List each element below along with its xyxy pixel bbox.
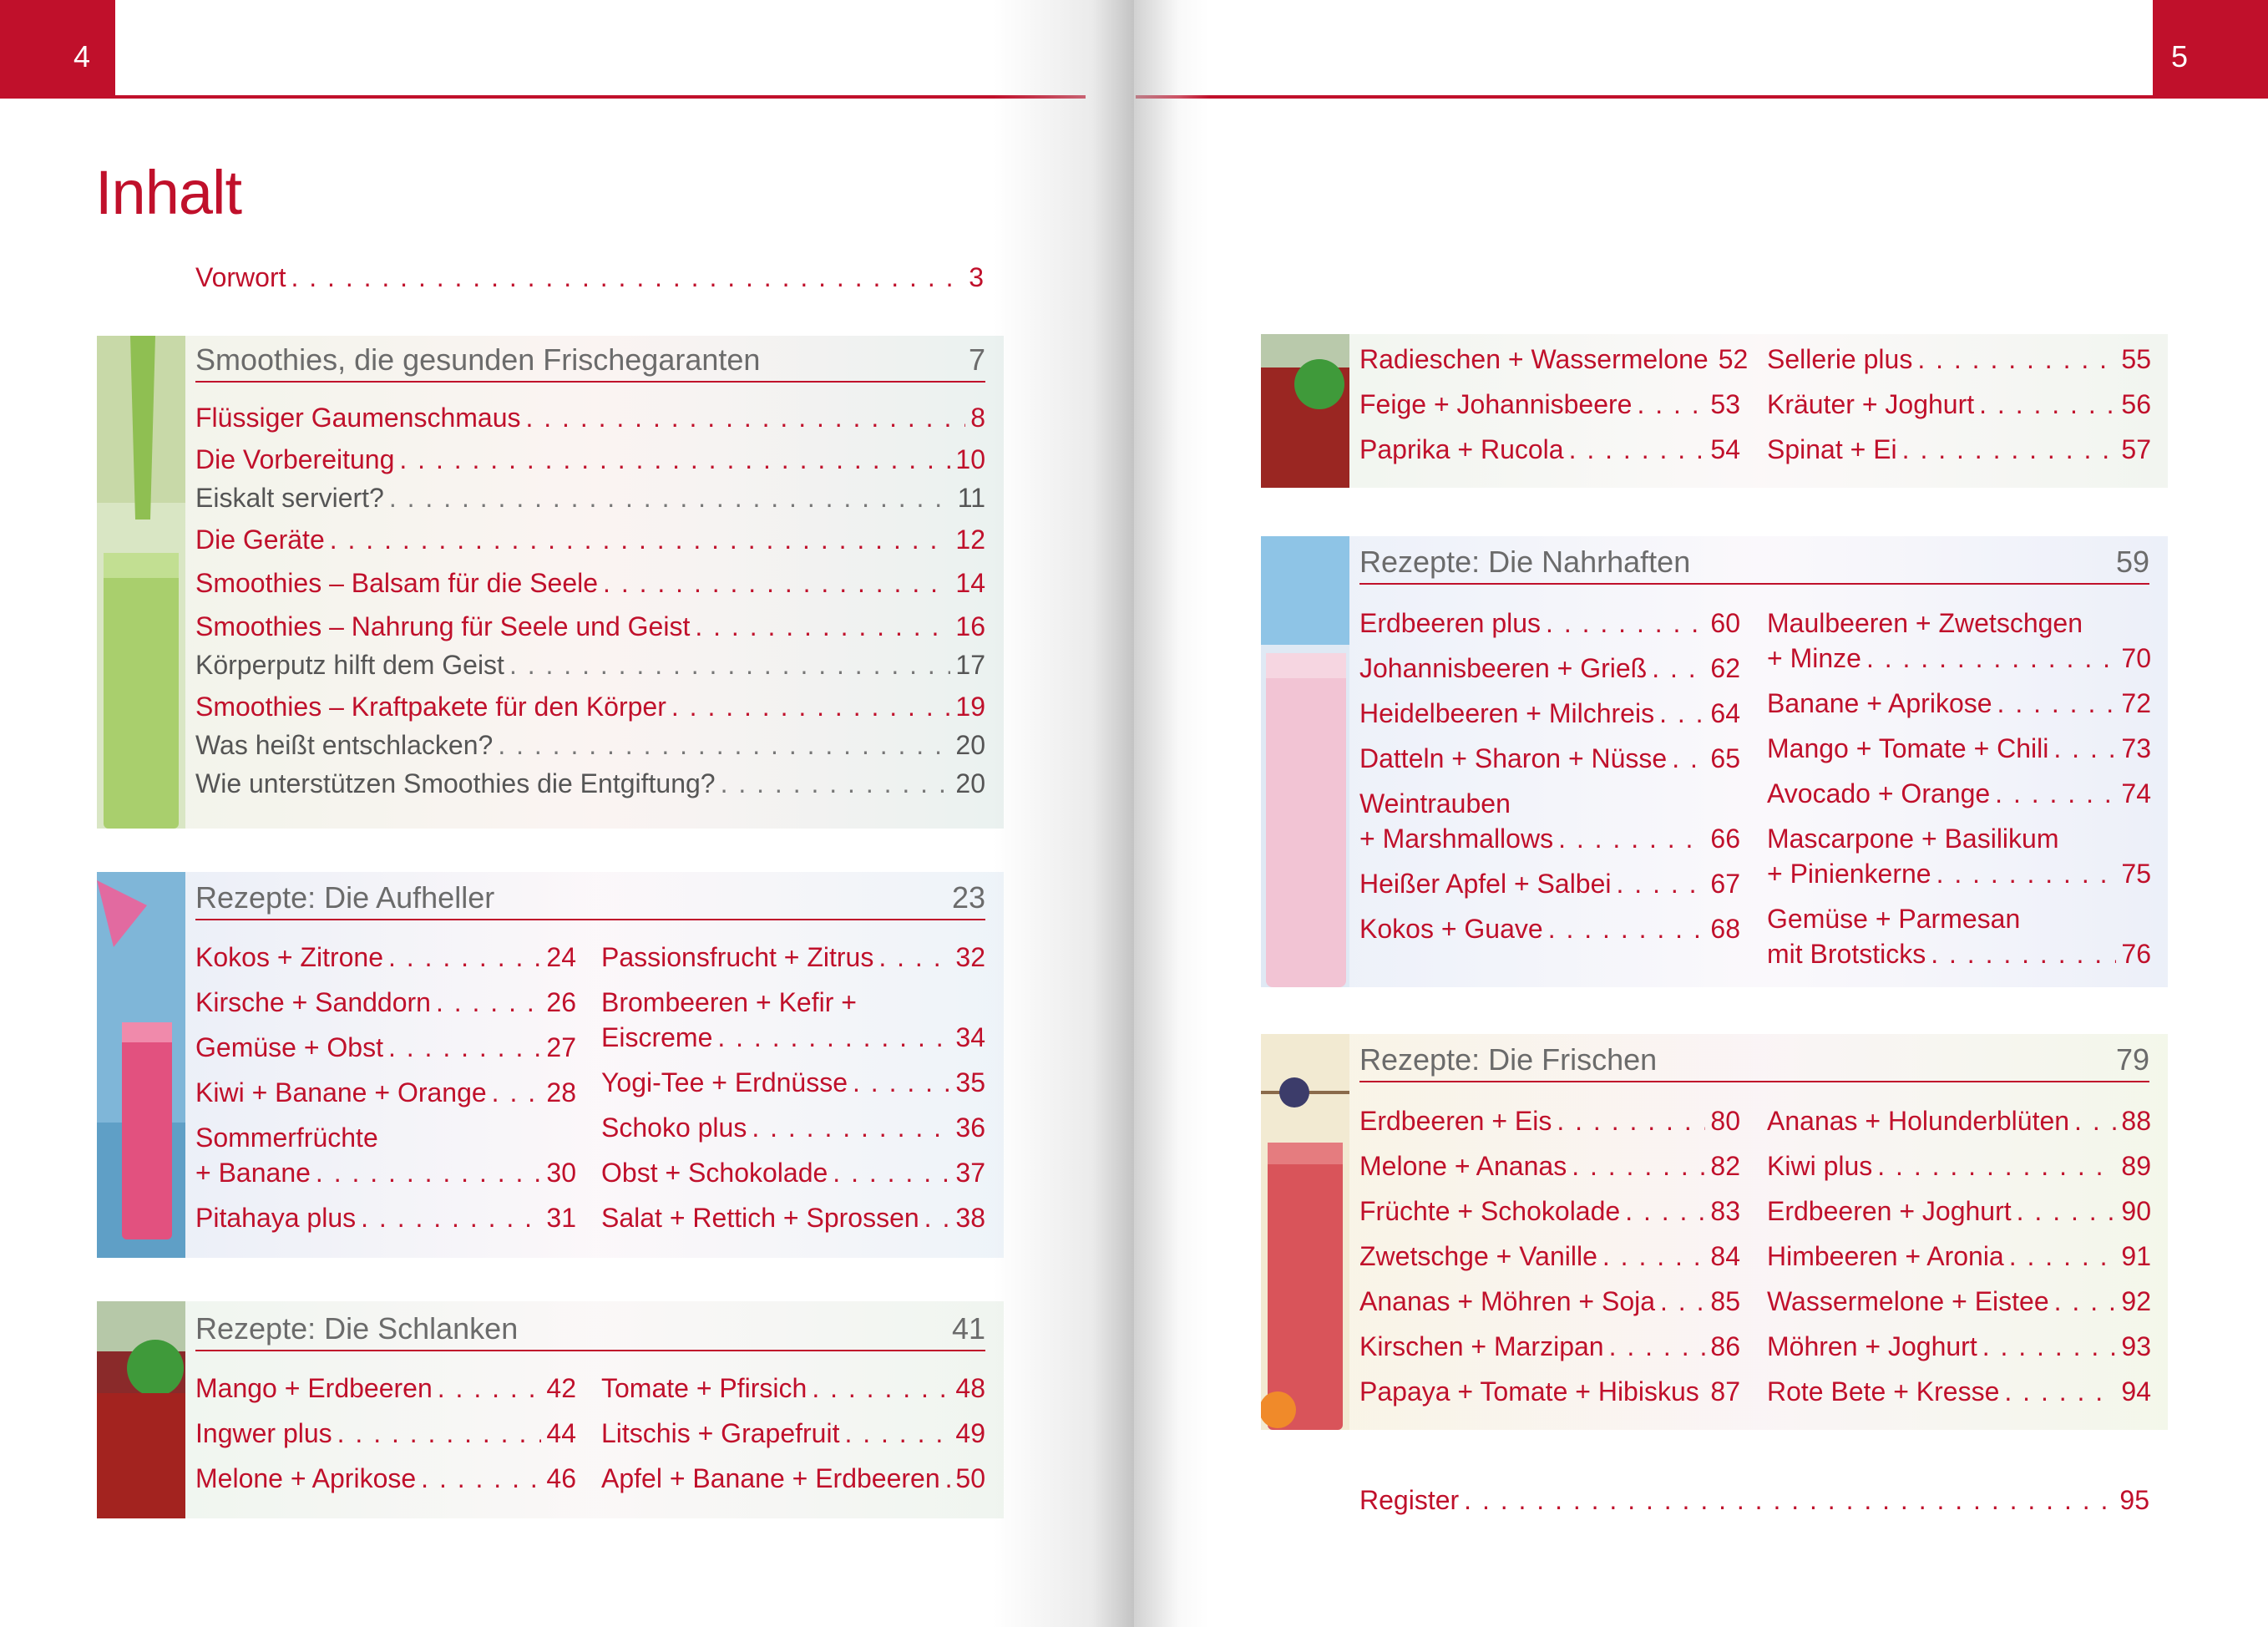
toc-entry-label: Eiscreme [601,1022,713,1052]
toc-entry-page: 75 [2121,859,2151,889]
toc-entry[interactable] [1359,651,1740,685]
toc-entry[interactable] [601,1111,985,1144]
dot-leader [695,610,950,643]
toc-entry[interactable] [1359,697,1740,730]
toc-entry-page: 85 [1710,1286,1740,1316]
toc-entry-label: Papaya + Tomate + Hibiskus [1359,1376,1699,1407]
toc-entry-page: 34 [955,1022,985,1052]
toc-entry-page: 83 [1710,1196,1740,1226]
toc-entry-page: 66 [1710,824,1740,854]
section-heading-page: 7 [968,342,985,377]
toc-entry[interactable] [195,401,985,434]
dot-leader [1866,641,2116,675]
toc-entry-label: Ingwer plus [195,1418,332,1448]
toc-entry[interactable] [1767,342,2151,376]
section-heading-label: Rezepte: Die Aufheller [195,880,495,915]
toc-entry[interactable] [1767,641,2151,675]
section-background [1261,1034,2168,1430]
toc-entry[interactable] [601,940,985,974]
toc-entry-label: Feige + Johannisbeere [1359,389,1633,419]
toc-entry-label: Eiskalt serviert? [195,483,384,513]
toc-entry-label: Passionsfrucht + Zitrus [601,942,874,972]
section-nahrhaften [1261,536,2168,987]
toc-entry-label: Obst + Schokolade [601,1158,828,1188]
dot-leader [1602,1239,1706,1273]
toc-entry[interactable] [195,940,576,974]
section-heading-label: Smoothies, die gesunden Frischegaranten [195,342,761,377]
toc-entry-label: Smoothies – Kraftpakete für den Körper [195,692,666,722]
section-heading-page: 79 [2115,1042,2149,1077]
toc-entry-page: 56 [2121,389,2151,419]
section-heading-label: Rezepte: Die Schlanken [195,1311,519,1346]
toc-entry-label: Erdbeeren plus [1359,608,1542,638]
dot-leader [1558,822,1705,855]
dot-leader [399,443,950,476]
toc-entry[interactable] [601,1417,985,1450]
toc-entry[interactable] [1359,433,1740,466]
dot-leader [2017,1194,2117,1228]
toc-entry-label: Möhren + Joghurt [1767,1331,1977,1361]
dot-leader [1997,687,2117,720]
toc-entry-page: 53 [1710,389,1740,419]
toc-entry-page: 76 [2121,939,2151,969]
dot-leader [388,940,541,974]
toc-entry-label: + Pinienkerne [1767,859,1931,889]
toc-entry-label: Wie unterstützen Smoothies die Entgiftung? [195,768,716,798]
toc-entry[interactable] [1359,342,1749,376]
toc-entry[interactable] [1767,1239,2151,1273]
toc-entry-page: 54 [1710,434,1740,464]
toc-entry-label: Kokos + Guave [1359,914,1543,944]
toc-entry[interactable] [195,1417,576,1450]
toc-entry-page: 86 [1710,1331,1740,1361]
dot-leader [1704,1375,1706,1408]
section-heading [195,880,985,920]
dot-leader [1982,1330,2117,1363]
dot-leader [1936,857,2117,890]
dot-leader [878,940,950,974]
toc-entry-page: 82 [1710,1151,1740,1181]
toc-entry[interactable] [1359,606,1740,640]
toc-entry-page: 46 [546,1463,576,1493]
toc-entry-page: 89 [2121,1151,2151,1181]
toc-entry[interactable] [195,986,576,1019]
toc-entry-page: 74 [2121,778,2151,808]
section-heading-label: Rezepte: Die Nahrhaften [1359,545,1691,579]
dot-leader [1548,912,1706,945]
dot-leader [1617,867,1706,900]
dot-leader [853,1066,950,1099]
header-rule-left [0,0,1086,99]
toc-entry-page: 14 [955,568,985,598]
toc-entry-page: 37 [955,1158,985,1188]
toc-entry-register[interactable] [1359,1483,2149,1517]
toc-entry-label: Ananas + Holunderblüten [1767,1106,2070,1136]
section-heading-label: Rezepte: Die Frischen [1359,1042,1658,1077]
toc-entry-label: Flüssiger Gaumenschmaus [195,403,521,433]
dot-leader [316,1156,542,1189]
dot-leader [717,1021,950,1054]
toc-entry[interactable] [195,1371,576,1405]
toc-entry-label: Tomate + Pfirsich [601,1373,807,1403]
toc-entry[interactable] [195,1462,576,1495]
dot-leader [1917,342,2116,376]
dot-leader [1572,1149,1705,1183]
toc-entry-label: Maulbeeren + Zwetschgen [1767,608,2083,638]
toc-entry-label: Johannisbeeren + Grieß [1359,653,1648,683]
toc-entry[interactable] [195,728,985,762]
toc-entry-label: Sellerie plus [1767,344,1913,374]
toc-entry-label: Radieschen + Wassermelone [1359,344,1709,374]
section-heading-page: 59 [2115,545,2149,579]
toc-entry-page: 70 [2121,643,2151,673]
toc-entry[interactable] [1767,1330,2151,1363]
toc-entry-label: Mascarpone + Basilikum [1767,824,2059,854]
toc-entry-page: 62 [1710,653,1740,683]
toc-entry-label: Apfel + Banane + Erdbeeren [601,1463,940,1493]
section-heading-page: 23 [951,880,985,915]
toc-entry-line1 [1767,606,2151,640]
dot-leader [1557,1104,1705,1138]
dot-leader [1877,1149,2116,1183]
toc-entry-label: Schoko plus [601,1113,747,1143]
page-title: Inhalt [95,158,242,227]
section-schlanken [97,1301,1004,1518]
toc-entry[interactable] [601,1066,985,1099]
spine-shadow-right [1134,0,1209,1627]
section-heading [1359,1042,2149,1082]
toc-entry-page: 95 [2119,1485,2149,1515]
toc-entry-label: Kiwi plus [1767,1151,1873,1181]
toc-entry-label: Zwetschge + Vanille [1359,1241,1597,1271]
toc-entry[interactable] [195,1031,576,1064]
dot-leader [1609,1330,1706,1363]
toc-entry-label: Kiwi + Banane + Orange [195,1077,487,1107]
toc-entry-page: 73 [2121,733,2151,763]
toc-entry-page: 20 [955,730,985,760]
toc-entry-label: Heißer Apfel + Salbei [1359,869,1612,899]
dot-leader [833,1156,950,1189]
toc-entry-label: Die Vorbereitung [195,444,395,474]
toc-entry[interactable] [1767,937,2151,971]
toc-entry-page: 42 [546,1373,576,1403]
toc-entry[interactable] [195,443,985,476]
toc-entry-label: Smoothies – Balsam für die Seele [195,568,599,598]
toc-entry-page: 32 [955,942,985,972]
toc-entry-label: Erdbeeren + Eis [1359,1106,1552,1136]
header-rule-right [1136,0,2268,99]
toc-entry-label: Melone + Aprikose [195,1463,417,1493]
toc-entry-page: 27 [546,1032,576,1062]
dot-leader [509,648,950,682]
toc-entry[interactable] [601,1201,985,1234]
section-schlanken-continued [1261,334,2168,488]
toc-entry[interactable] [195,566,985,600]
toc-entry[interactable] [1767,732,2151,765]
toc-entry-page: 52 [1718,344,1749,374]
toc-entry-page: 11 [957,483,985,513]
toc-entry-label: Ananas + Möhren + Soja [1359,1286,1656,1316]
toc-entry-page: 91 [2121,1241,2151,1271]
toc-entry[interactable] [601,1462,985,1495]
toc-entry[interactable] [1767,1104,2151,1138]
toc-entry[interactable] [1359,912,1740,945]
toc-entry-page: 8 [970,403,985,433]
toc-entry-page: 72 [2121,688,2151,718]
toc-entry[interactable] [601,1371,985,1405]
toc-entry-page: 16 [955,611,985,641]
toc-entry-page: 3 [969,262,984,292]
toc-entry[interactable] [195,690,985,723]
pink-drink-photo [97,872,185,1258]
toc-entry-label: Avocado + Orange [1767,778,1991,808]
toc-entry-label: Wassermelone + Eistee [1767,1286,2049,1316]
toc-entry-label: Die Geräte [195,525,325,555]
toc-entry-page: 68 [1710,914,1740,944]
toc-entry-label: Erdbeeren + Joghurt [1767,1196,2012,1226]
red-smoothie-photo [1261,334,1349,488]
dot-leader [2009,1239,2117,1273]
toc-entry[interactable] [1767,433,2151,466]
dot-leader [337,1417,542,1450]
toc-entry-page: 10 [955,444,985,474]
dot-leader [945,1462,951,1495]
dot-leader [291,261,964,294]
toc-entry[interactable] [195,610,985,643]
toc-entry-page: 94 [2121,1376,2151,1407]
toc-entry[interactable] [195,1076,576,1109]
dot-leader [924,1201,951,1234]
toc-entry-page: 12 [955,525,985,555]
section-heading [195,342,985,383]
toc-entry-page: 90 [2121,1196,2151,1226]
toc-entry[interactable] [1767,1285,2151,1318]
toc-entry-page: 87 [1710,1376,1740,1407]
toc-entry-label: Smoothies – Nahrung für Seele und Geist [195,611,691,641]
toc-entry-label: Sommerfrüchte [195,1123,378,1153]
dot-leader [752,1111,950,1144]
toc-entry[interactable] [1767,857,2151,890]
dot-leader [1464,1483,2114,1517]
toc-entry-page: 84 [1710,1241,1740,1271]
toc-entry-label: Kirsche + Sanddorn [195,987,431,1017]
dot-leader [1979,388,2116,421]
dot-leader [438,1371,542,1405]
toc-entry-label: Litschis + Grapefruit [601,1418,840,1448]
dot-leader [603,566,950,600]
toc-entry-label: Kirschen + Marzipan [1359,1331,1604,1361]
toc-entry-page: 65 [1710,743,1740,773]
toc-entry-label: Gemüse + Parmesan [1767,904,2021,934]
dot-leader [1660,1285,1705,1318]
toc-entry-label: Rote Bete + Kresse [1767,1376,2000,1407]
red-smoothie-photo [97,1301,185,1518]
dot-leader [1652,651,1705,685]
toc-entry-label: Pitahaya plus [195,1203,357,1233]
berry-smoothie-photo [1261,1034,1349,1430]
pink-milkshake-photo [1261,536,1349,987]
toc-entry-page: 55 [2121,344,2151,374]
toc-entry-line1 [601,986,985,1019]
dot-leader [844,1417,950,1450]
toc-entry[interactable] [1359,1194,1740,1228]
toc-entry-label: Mango + Erdbeeren [195,1373,433,1403]
toc-entry-label: Salat + Rettich + Sprossen [601,1203,919,1233]
toc-entry-page: 60 [1710,608,1740,638]
section-background [97,872,1004,1258]
toc-entry-page: 38 [955,1203,985,1233]
toc-entry-page: 93 [2121,1331,2151,1361]
toc-entry-label: Spinat + Ei [1767,434,1897,464]
section-frischen [1261,1034,2168,1430]
toc-entry-label: Paprika + Rucola [1359,434,1564,464]
toc-entry[interactable] [1359,1239,1740,1273]
dot-leader [361,1201,541,1234]
toc-entry-page: 67 [1710,869,1740,899]
dot-leader [1625,1194,1705,1228]
toc-entry-label: Register [1359,1485,1460,1515]
dot-leader [330,523,951,556]
toc-entry[interactable] [195,1156,576,1189]
toc-entry[interactable] [601,1156,985,1189]
section-heading-page: 41 [951,1311,985,1346]
toc-entry-page: 30 [546,1158,576,1188]
toc-entry-page: 31 [546,1203,576,1233]
toc-entry[interactable] [1767,1194,2151,1228]
section-aufheller [97,872,1004,1258]
toc-entry-page: 57 [2121,434,2151,464]
toc-entry-page: 50 [955,1463,985,1493]
toc-entry-page: 20 [955,768,985,798]
dot-leader [2074,1104,2116,1138]
green-smoothie-photo [97,336,185,829]
dot-leader [389,481,953,514]
section-smoothies [97,336,1004,829]
toc-entry-page: 28 [546,1077,576,1107]
dot-leader [1995,777,2116,810]
dot-leader [1659,697,1705,730]
toc-entry-label: + Marshmallows [1359,824,1554,854]
toc-entry-page: 49 [955,1418,985,1448]
dot-leader [2004,1375,2116,1408]
toc-entry-page: 48 [955,1373,985,1403]
toc-entry[interactable] [1359,822,1740,855]
toc-entry[interactable] [195,523,985,556]
dot-leader [1931,937,2116,971]
toc-entry-page: 35 [955,1067,985,1097]
toc-entry[interactable] [1359,1330,1740,1363]
section-heading [1359,545,2149,585]
toc-entry-line1 [1767,822,2151,855]
toc-entry-line1 [1359,787,1740,820]
toc-entry-label: Banane + Aprikose [1767,688,1992,718]
toc-entry-page: 17 [955,650,985,680]
toc-entry-page: 26 [546,987,576,1017]
dot-leader [2053,732,2116,765]
toc-entry[interactable] [195,767,985,800]
toc-entry-label: Yogi-Tee + Erdnüsse [601,1067,848,1097]
toc-entry-page: 92 [2121,1286,2151,1316]
toc-entry-label: Kokos + Zitrone [195,942,383,972]
toc-entry[interactable] [1359,742,1740,775]
dot-leader [1546,606,1705,640]
dot-leader [1569,433,1706,466]
toc-entry[interactable] [1767,1375,2151,1408]
toc-entry[interactable] [1359,388,1740,421]
spine-shadow-left [994,0,1134,1627]
toc-entry-label: + Banane [195,1158,311,1188]
toc-entry[interactable] [601,1021,985,1054]
toc-entry-label: Melone + Ananas [1359,1151,1567,1181]
toc-entry-label: mit Brotsticks [1767,939,1926,969]
toc-entry-vorwort[interactable] [195,261,984,294]
dot-leader [812,1371,950,1405]
page-number-left: 4 [0,0,115,99]
dot-leader [1637,388,1705,421]
toc-entry-label: Datteln + Sharon + Nüsse [1359,743,1668,773]
toc-entry-label: Kräuter + Joghurt [1767,389,1975,419]
toc-entry-label: Körperputz hilft dem Geist [195,650,504,680]
toc-entry[interactable] [1359,1375,1740,1408]
toc-entry-page: 44 [546,1418,576,1448]
toc-entry-line1 [1767,902,2151,935]
toc-entry[interactable] [1359,1285,1740,1318]
toc-entry-page: 80 [1710,1106,1740,1136]
toc-entry-page: 19 [955,692,985,722]
toc-entry-label: Vorwort [195,262,286,292]
dot-leader [1672,742,1705,775]
toc-entry[interactable] [1767,777,2151,810]
toc-entry-label: Gemüse + Obst [195,1032,383,1062]
toc-entry-label: Heidelbeeren + Milchreis [1359,698,1655,728]
toc-entry-label: + Minze [1767,643,1861,673]
toc-entry[interactable] [1359,867,1740,900]
dot-leader [492,1076,542,1109]
dot-leader [671,690,951,723]
toc-entry[interactable] [1767,388,2151,421]
dot-leader [421,1462,541,1495]
toc-entry-label: Mango + Tomate + Chili [1767,733,2049,763]
toc-entry-line1 [195,1121,576,1154]
toc-entry-label: Weintrauben [1359,788,1511,819]
dot-leader [525,401,965,434]
toc-entry[interactable] [1767,1149,2151,1183]
dot-leader [2054,1285,2117,1318]
toc-entry-label: Brombeeren + Kefir + [601,987,857,1017]
toc-entry-label: Himbeeren + Aronia [1767,1241,2004,1271]
toc-entry-page: 64 [1710,698,1740,728]
toc-entry-label: Was heißt entschlacken? [195,730,494,760]
toc-entry-page: 36 [955,1113,985,1143]
toc-entry[interactable] [195,1201,576,1234]
dot-leader [498,728,950,762]
toc-entry[interactable] [195,481,985,514]
page-number-right: 5 [2153,0,2268,99]
section-heading [195,1311,985,1351]
toc-entry-label: Früchte + Schokolade [1359,1196,1621,1226]
toc-entry[interactable] [1359,1149,1740,1183]
dot-leader [721,767,951,800]
dot-leader [436,986,541,1019]
toc-entry-page: 24 [546,942,576,972]
toc-entry[interactable] [1359,1104,1740,1138]
dot-leader [388,1031,541,1064]
toc-entry[interactable] [195,648,985,682]
toc-entry[interactable] [1767,687,2151,720]
dot-leader [1902,433,2117,466]
toc-entry-page: 88 [2121,1106,2151,1136]
